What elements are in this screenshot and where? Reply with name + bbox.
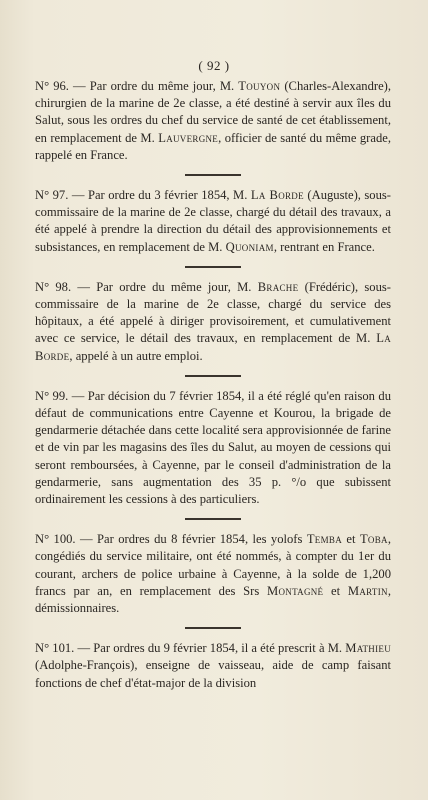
person-name: La Borde xyxy=(250,188,304,203)
person-name: Mathieu xyxy=(345,641,391,656)
person-name: Temba xyxy=(306,532,343,547)
person-name: Toba xyxy=(359,532,388,547)
person-name: La Borde xyxy=(35,331,391,363)
page-number: ( 92 ) xyxy=(198,58,230,73)
entry-97: N° 97. — Par ordre du 3 février 1854, M. La Borde (Auguste), sous-commissaire de la marine de 2e classe, chargé du détail des travaux, a été appelé à prendre la direction du détail des approvisionnements et subsistances, en remplacement de M. Quoniam, rentrant en France. xyxy=(35,188,391,254)
separator-rule xyxy=(185,266,241,268)
person-name: Lauvergne xyxy=(158,130,219,145)
separator-rule xyxy=(185,518,241,520)
person-name: Martin xyxy=(347,583,388,598)
separator-rule xyxy=(185,174,241,176)
entry-98: N° 98. — Par ordre du même jour, M. Brache (Frédéric), sous-commissaire de la marine de 2e classe, chargé du service des hôpitaux, a été appelé à diriger provisoirement, et cumulativement avec ce service, le détail des travaux, en remplacement de M. La Borde, appelé à un autre emploi. xyxy=(35,279,391,363)
person-name: Quoniam xyxy=(225,239,274,254)
entries-list xyxy=(35,78,391,692)
entry-99: N° 99. — Par décision du 7 février 1854, il a été réglé qu'en raison du défaut de communications entre Cayenne et Kourou, la brigade de gendarmerie détachée dans cette localité sera approvisionnée de farine et de vin par les magasins des îles du Salut, au moyen de cessions qui seront remboursées, à Cayenne, par le conseil d'administration de la gendarmerie, sans augmentation des 35 p. °/o que subissent ordinairement les cessions à des particuliers. xyxy=(35,388,391,507)
separator-rule xyxy=(185,375,241,377)
separator-rule xyxy=(185,627,241,629)
entry-101: N° 101. — Par ordres du 9 février 1854, il a été prescrit à M. Mathieu (Adolphe-François), enseigne de vaisseau, aide de camp faisant fonctions de chef d'état-major de la division xyxy=(35,641,391,690)
person-name: Montagné xyxy=(266,583,324,598)
person-name: Brache xyxy=(257,279,299,294)
entry-100: N° 100. — Par ordres du 8 février 1854, les yolofs Temba et Toba, congédiés du service militaire, ont été nommés, à compter du 1er du courant, archers de police urbaine à Cayenne, à la solde de 1,200 francs par an, en remplacement des Srs Montagné et Martin, démissionnaires. xyxy=(35,532,391,616)
person-name: Touyon xyxy=(238,79,281,93)
entry-96: N° 96. — Par ordre du même jour, M. Touyon (Charles-Alexandre), chirurgien de la marine de 2e classe, a été destiné à servir aux îles du Salut, sous les ordres du chef du service de santé de cet établissement, en remplacement de M. Lauvergne, officier de santé du même grade, rappelé en France. xyxy=(35,79,392,162)
